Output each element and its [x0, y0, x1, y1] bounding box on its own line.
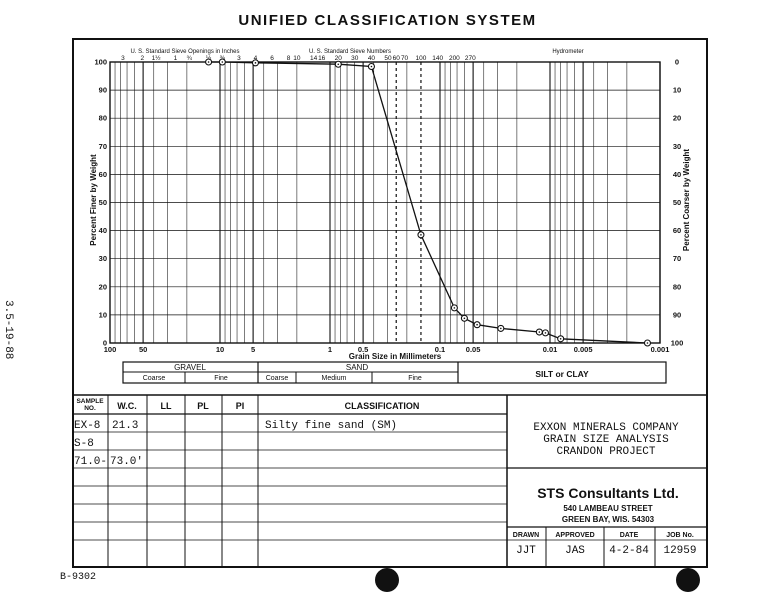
th-pl: PL — [197, 401, 209, 411]
y-tick-label-right: 100 — [670, 338, 684, 348]
th-pi: PI — [235, 401, 245, 411]
y-tick-label-left: 70 — [98, 141, 107, 151]
job-value: 12959 — [663, 545, 697, 557]
sieve-inch-label: 1 — [173, 55, 178, 62]
y-tick-label-left: 80 — [98, 113, 107, 123]
data-point-center — [500, 328, 502, 330]
sieve-inch-label: 1½ — [151, 55, 161, 62]
th-wc: W.C. — [117, 401, 137, 411]
chart-labels — [89, 49, 691, 361]
row3-sample: 71.0- — [74, 456, 108, 468]
chart-grid — [110, 62, 660, 343]
sieve-inch-label: 3 — [121, 55, 125, 62]
y-tick-label-right: 60 — [672, 226, 682, 236]
x-tick-label: 100 — [103, 345, 117, 354]
x-tick-label: 0.01 — [542, 345, 558, 354]
data-point-center — [337, 63, 339, 65]
approved-label: APPROVED — [555, 532, 595, 539]
sieve-number-label: 8 — [286, 55, 291, 62]
x-tick-label: 0.001 — [650, 345, 670, 354]
gravel-coarse-label: Coarse — [142, 375, 166, 382]
y-tick-label-left: 40 — [98, 226, 107, 236]
y-tick-label-right: 40 — [672, 169, 682, 179]
data-point-center — [371, 66, 373, 68]
sieve-number-label: 14 — [309, 55, 318, 62]
drawn-value: JJT — [516, 545, 536, 557]
th-classification: CLASSIFICATION — [344, 401, 420, 411]
sieve-number-label: 30 — [351, 55, 359, 62]
sieve-inches-header: U. S. Standard Sieve Openings in Inches — [130, 49, 240, 55]
company-city: GREEN BAY, WIS. 54303 — [561, 515, 655, 524]
y-tick-label-left: 50 — [98, 198, 107, 207]
project-line3: CRANDON PROJECT — [556, 446, 656, 458]
date-label: DATE — [619, 532, 639, 539]
y-axis-label-left: Percent Finer by Weight — [89, 154, 98, 246]
data-point-center — [454, 307, 456, 309]
project-line1: EXXON MINERALS COMPANY — [533, 422, 679, 434]
y-tick-label-right: 30 — [672, 141, 682, 151]
silt-clay-label: SILT or CLAY — [535, 369, 589, 379]
x-tick-label: 0.005 — [573, 345, 593, 354]
classification-bar — [123, 362, 666, 383]
x-tick-label: 0.1 — [434, 345, 446, 354]
data-point-center — [420, 234, 422, 236]
y-tick-label-right: 90 — [672, 310, 682, 320]
y-tick-label-right: 80 — [672, 282, 682, 292]
y-tick-label-left: 60 — [98, 169, 107, 179]
x-tick-label: 0.05 — [465, 345, 481, 354]
row3-wc: 73.0' — [110, 456, 144, 468]
y-tick-label-left: 0 — [102, 338, 107, 348]
sieve-number-label: 60 — [392, 55, 400, 62]
x-tick-label: 0.5 — [357, 345, 369, 354]
sieve-inch-label: ½ — [205, 55, 212, 62]
data-point-center — [476, 324, 478, 326]
x-tick-label: 10 — [215, 345, 225, 354]
sheet-id: B-9302 — [60, 572, 97, 583]
sieve-numbers-header: U. S. Standard Sieve Numbers — [308, 49, 392, 55]
sand-fine-label: Fine — [408, 375, 422, 382]
project-line2: GRAIN SIZE ANALYSIS — [543, 434, 669, 446]
row2-sample: S-8 — [74, 438, 94, 450]
binder-hole — [375, 568, 399, 592]
drawn-label: DRAWN — [512, 532, 540, 539]
data-point-center — [647, 342, 649, 344]
sieve-number-label: 10 — [293, 55, 301, 62]
data-point-center — [545, 332, 547, 334]
y-tick-label-left: 10 — [98, 310, 107, 320]
company-street: 540 LAMBEAU STREET — [563, 504, 653, 513]
data-point-center — [255, 62, 257, 64]
y-tick-label-right: 70 — [672, 254, 682, 264]
hydrometer-header: Hydrometer — [552, 49, 584, 55]
sieve-inch-label: 2 — [140, 55, 145, 62]
y-tick-label-left: 90 — [98, 85, 107, 95]
sand-label: SAND — [345, 363, 369, 372]
data-point-center — [539, 331, 541, 333]
date-value: 4-2-84 — [609, 545, 649, 557]
sieve-number-label: 140 — [432, 55, 444, 62]
approved-value: JAS — [565, 545, 585, 557]
gravel-fine-label: Fine — [214, 375, 228, 382]
y-tick-label-right: 10 — [672, 85, 682, 95]
sieve-number-label: 4 — [253, 55, 258, 62]
sieve-number-label: 270 — [464, 55, 476, 62]
row1-sample: EX-8 — [74, 420, 101, 432]
y-tick-label-left: 30 — [98, 254, 107, 264]
sand-medium-label: Medium — [321, 375, 347, 382]
gravel-label: GRAVEL — [174, 363, 206, 372]
y-tick-label-left: 100 — [94, 57, 107, 67]
sieve-number-label: 6 — [270, 55, 274, 62]
side-code: 3.5-19-88 — [2, 300, 14, 360]
sieve-number-label: 70 — [400, 55, 409, 62]
sand-coarse-label: Coarse — [265, 375, 289, 382]
page-title: UNIFIED CLASSIFICATION SYSTEM — [238, 12, 537, 29]
y-axis-label-right: Percent Coarser by Weight — [682, 148, 691, 252]
sample-table — [72, 395, 706, 566]
binder-hole — [676, 568, 700, 592]
sieve-number-label: 50 — [384, 55, 392, 62]
company-name: STS Consultants Ltd. — [537, 485, 679, 501]
th-ll: LL — [160, 401, 172, 411]
y-tick-label-right: 0 — [674, 57, 680, 67]
sieve-number-label: 3 — [237, 55, 241, 62]
row1-wc: 21.3 — [112, 420, 139, 432]
sieve-number-label: 200 — [448, 55, 460, 62]
sieve-inch-label: ¾ — [186, 55, 192, 62]
data-point-center — [560, 338, 562, 340]
data-point-center — [464, 317, 466, 319]
y-tick-label-right: 20 — [672, 113, 682, 123]
row1-classification: Silty fine sand (SM) — [265, 420, 398, 432]
x-axis-label: Grain Size in Millimeters — [348, 352, 442, 361]
th-sample: SAMPLE NO. — [76, 398, 104, 412]
x-tick-label: 5 — [251, 345, 256, 354]
y-tick-label-left: 20 — [98, 282, 107, 292]
sieve-number-label: 100 — [415, 55, 427, 62]
sieve-number-label: 40 — [367, 55, 376, 62]
x-tick-label: 50 — [138, 345, 148, 354]
sieve-inch-label: ⅜ — [219, 55, 226, 62]
x-tick-label: 1 — [327, 345, 333, 354]
y-tick-label-right: 50 — [672, 198, 682, 207]
job-label: JOB No. — [666, 532, 694, 539]
sieve-number-label: 16 — [318, 55, 326, 62]
sieve-number-label: 20 — [334, 55, 342, 62]
